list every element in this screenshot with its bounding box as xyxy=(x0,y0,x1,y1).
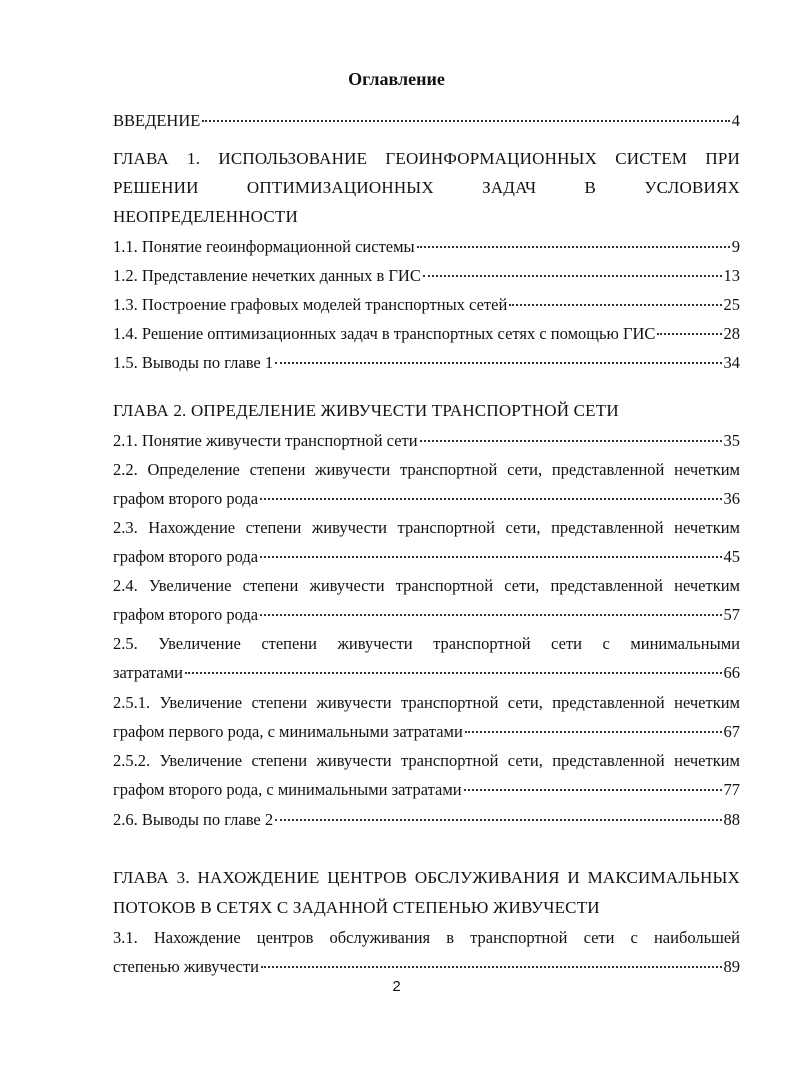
chapter-2-heading[interactable]: ГЛАВА 2. ОПРЕДЕЛЕНИЕ ЖИВУЧЕСТИ ТРАНСПОРТНОЙ СЕТИ xyxy=(113,401,619,420)
chapter-3-heading-line-1[interactable]: ГЛАВА 3. НАХОЖДЕНИЕ ЦЕНТРОВ ОБСЛУЖИВАНИЯ И МАКСИМАЛЬНЫХ xyxy=(113,868,740,887)
toc-entry-title: графом второго рода xyxy=(113,489,259,508)
toc-entry-2-4[interactable] xyxy=(113,603,740,627)
toc-entry-page: 88 xyxy=(723,810,740,829)
dot-leader xyxy=(260,555,721,558)
toc-entry-2-2[interactable] xyxy=(113,487,740,511)
toc-entry-page: 45 xyxy=(723,547,740,566)
dot-leader xyxy=(423,274,722,277)
toc-entry-page: 35 xyxy=(723,431,740,450)
toc-entry-page: 28 xyxy=(723,324,740,343)
page-number: 2 xyxy=(392,978,401,995)
page-title: Оглавление xyxy=(348,69,445,89)
chapter-3-heading-line-2[interactable]: ПОТОКОВ В СЕТЯХ С ЗАДАННОЙ СТЕПЕНЬЮ ЖИВУЧЕСТИ xyxy=(113,898,600,917)
toc-entry-title: графом первого рода, с минимальными затратами xyxy=(113,722,463,741)
toc-entry-page: 89 xyxy=(723,957,740,976)
toc-entry-2-5-2[interactable] xyxy=(113,778,740,802)
dot-leader xyxy=(275,818,721,821)
chapter-1-heading-line-3[interactable]: НЕОПРЕДЕЛЕННОСТИ xyxy=(113,207,298,226)
dot-leader xyxy=(261,965,722,968)
toc-entry-2-3-line-1[interactable]: 2.3. Нахождение степени живучести транспортной сети, представленной нечетким xyxy=(113,518,740,537)
toc-entry-2-5-1[interactable] xyxy=(113,720,740,744)
toc-entry-page: 25 xyxy=(723,295,740,314)
toc-entry-2-5[interactable] xyxy=(113,661,740,685)
toc-entry-page: 77 xyxy=(723,780,740,799)
toc-entry-page: 67 xyxy=(723,722,740,741)
dot-leader xyxy=(657,332,721,335)
chapter-1-heading-line-1[interactable]: ГЛАВА 1. ИСПОЛЬЗОВАНИЕ ГЕОИНФОРМАЦИОННЫХ СИСТЕМ ПРИ xyxy=(113,149,740,168)
toc-entry-title: 1.1. Понятие геоинформационной системы xyxy=(113,237,415,256)
toc-entry-2-6[interactable] xyxy=(113,808,740,832)
dot-leader xyxy=(420,439,722,442)
toc-entry-1-2[interactable] xyxy=(113,264,740,288)
toc-entry-title: затратами xyxy=(113,663,183,682)
toc-entry-2-3[interactable] xyxy=(113,545,740,569)
toc-entry-1-4[interactable] xyxy=(113,322,740,346)
toc-entry-title: 1.3. Построение графовых моделей транспортных сетей xyxy=(113,295,508,314)
toc-entry-3-1[interactable] xyxy=(113,955,740,979)
toc-entry-page: 57 xyxy=(723,605,740,624)
toc-entry-title: 2.1. Понятие живучести транспортной сети xyxy=(113,431,418,450)
toc-entry-1-3[interactable] xyxy=(113,293,740,317)
dot-leader xyxy=(260,497,721,500)
toc-entry-1-1[interactable] xyxy=(113,235,740,259)
toc-entry-page: 9 xyxy=(731,237,740,256)
dot-leader xyxy=(202,119,729,122)
toc-entry-title: ВВЕДЕНИЕ xyxy=(113,111,201,130)
toc-entry-2-5-1-line-1[interactable]: 2.5.1. Увеличение степени живучести транспортной сети, представленной нечетким xyxy=(113,693,740,712)
toc-entry-page: 13 xyxy=(723,266,740,285)
dot-leader xyxy=(509,303,721,306)
dot-leader xyxy=(185,671,722,674)
toc-entry-page: 36 xyxy=(723,489,740,508)
toc-entry-title: графом второго рода, с минимальными затратами xyxy=(113,780,462,799)
toc-entry-1-5[interactable] xyxy=(113,351,740,375)
dot-leader xyxy=(464,788,722,791)
toc-entry-title: степенью живучести xyxy=(113,957,259,976)
toc-entry-2-1[interactable] xyxy=(113,429,740,453)
dot-leader xyxy=(275,361,721,364)
toc-entry-2-5-line-1[interactable]: 2.5. Увеличение степени живучести транспортной сети с минимальными xyxy=(113,634,740,653)
toc-entry-3-1-line-1[interactable]: 3.1. Нахождение центров обслуживания в транспортной сети с наибольшей xyxy=(113,928,740,947)
toc-entry-title: 2.6. Выводы по главе 2 xyxy=(113,810,274,829)
toc-entry-2-4-line-1[interactable]: 2.4. Увеличение степени живучести транспортной сети, представленной нечетким xyxy=(113,576,740,595)
chapter-1-heading-line-2[interactable]: РЕШЕНИИ ОПТИМИЗАЦИОННЫХ ЗАДАЧ В УСЛОВИЯХ xyxy=(113,178,740,197)
toc-entry-2-2-line-1[interactable]: 2.2. Определение степени живучести транспортной сети, представленной нечетким xyxy=(113,460,740,479)
toc-entry-title: 1.5. Выводы по главе 1 xyxy=(113,353,274,372)
toc-entry-title: 1.4. Решение оптимизационных задач в транспортных сетях с помощью ГИС xyxy=(113,324,656,343)
toc-entry-title: 1.2. Представление нечетких данных в ГИС xyxy=(113,266,421,285)
dot-leader xyxy=(260,613,721,616)
toc-entry-2-5-2-line-1[interactable]: 2.5.2. Увеличение степени живучести транспортной сети, представленной нечетким xyxy=(113,751,740,770)
toc-entry-introduction[interactable] xyxy=(113,109,740,133)
dot-leader xyxy=(417,245,730,248)
dot-leader xyxy=(465,730,722,733)
toc-entry-title: графом второго рода xyxy=(113,605,259,624)
toc-entry-page: 66 xyxy=(723,663,740,682)
toc-entry-title: графом второго рода xyxy=(113,547,259,566)
toc-entry-page: 34 xyxy=(723,353,740,372)
toc-entry-page: 4 xyxy=(731,111,740,130)
